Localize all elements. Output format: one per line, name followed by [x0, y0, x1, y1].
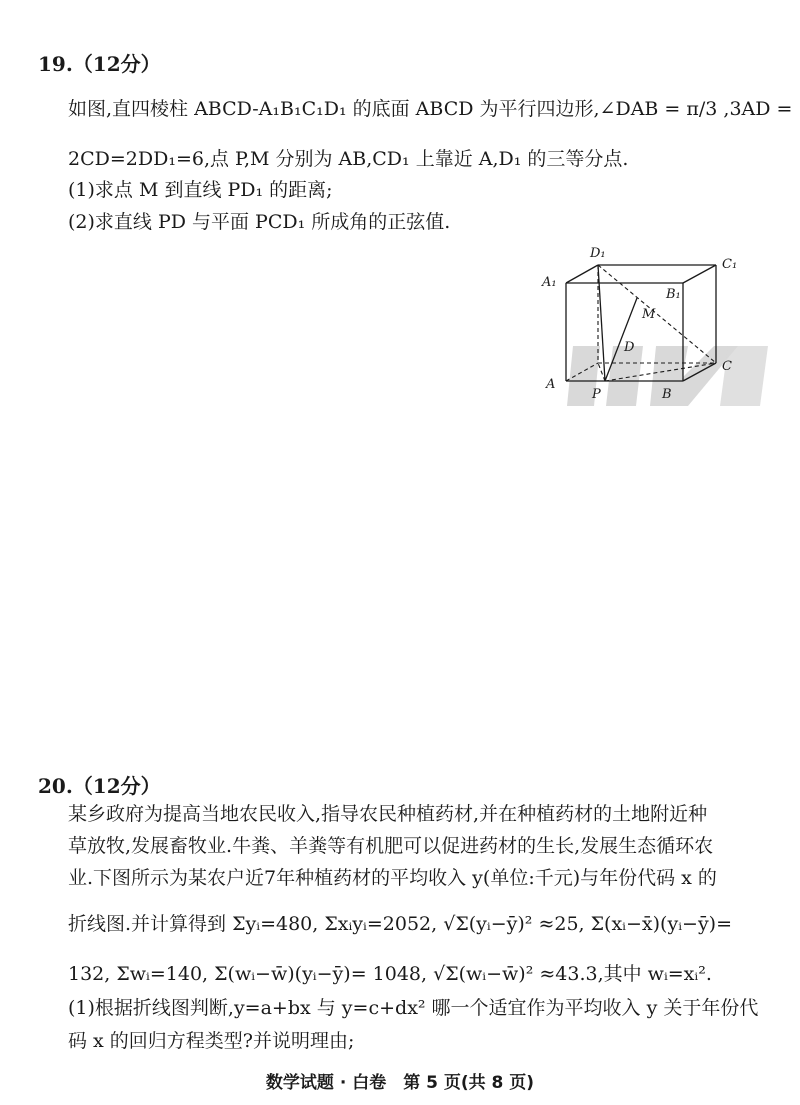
label-C1: C₁ [722, 257, 738, 272]
label-D: D [624, 340, 635, 355]
q20-line-6: (1)根据折线图判断,y=a+bx 与 y=c+dx² 哪一个适宜作为平均收入 y 关于年份代 [68, 997, 759, 1019]
label-P: P [592, 387, 601, 402]
question-19-number: 19.（12分） [38, 52, 161, 76]
edge-A1D1 [566, 265, 598, 283]
q20-line-3: 业.下图所示为某农户近7年种植药材的平均收入 y(单位:千元)与年份代码 x 的 [68, 867, 717, 889]
q19-line-2: 2CD=2DD₁=6,点 P,M 分别为 AB,CD₁ 上靠近 A,D₁ 的三等分点. [68, 148, 629, 170]
label-B1: B₁ [666, 287, 681, 302]
edge-C1B1 [683, 265, 716, 283]
q20-line-2: 草放牧,发展畜牧业.牛粪、羊粪等有机肥可以促进药材的生长,发展生态循环农 [68, 835, 714, 857]
label-M: M [642, 307, 656, 322]
prism-figure [538, 238, 778, 418]
q20-line-1: 某乡政府为提高当地农民收入,指导农民种植药材,并在种植药材的土地附近种 [68, 803, 708, 825]
q20-line-5: 132, Σwᵢ=140, Σ(wᵢ−w̄)(yᵢ−ȳ)= 1048, √Σ(wᵢ−w̄)² ≈43.3,其中 wᵢ=xᵢ². [68, 963, 712, 985]
label-A: A [546, 377, 556, 392]
q19-line-4: (2)求直线 PD 与平面 PCD₁ 所成角的正弦值. [68, 211, 451, 233]
q20-line-4: 折线图.并计算得到 Σyᵢ=480, Σxᵢyᵢ=2052, √Σ(yᵢ−ȳ)² ≈25, Σ(xᵢ−x̄)(yᵢ−ȳ)= [68, 913, 733, 935]
q19-line-3: (1)求点 M 到直线 PD₁ 的距离; [68, 179, 333, 201]
page-footer: 数学试题 · 白卷 第 5 页(共 8 页) [265, 1073, 535, 1093]
label-C: C [722, 359, 732, 374]
label-A1: A₁ [542, 275, 557, 290]
question-20-number: 20.（12分） [38, 774, 161, 798]
q20-line-7: 码 x 的回归方程类型?并说明理由; [68, 1030, 355, 1052]
q19-line-1 [68, 97, 793, 123]
label-D1: D₁ [590, 246, 606, 261]
label-B: B [662, 387, 672, 402]
q19-line-1-text: 如图,直四棱柱 ABCD-A₁B₁C₁D₁ 的底面 ABCD 为平行四边形,∠DAB = π/3 ,3AD = [68, 98, 793, 120]
